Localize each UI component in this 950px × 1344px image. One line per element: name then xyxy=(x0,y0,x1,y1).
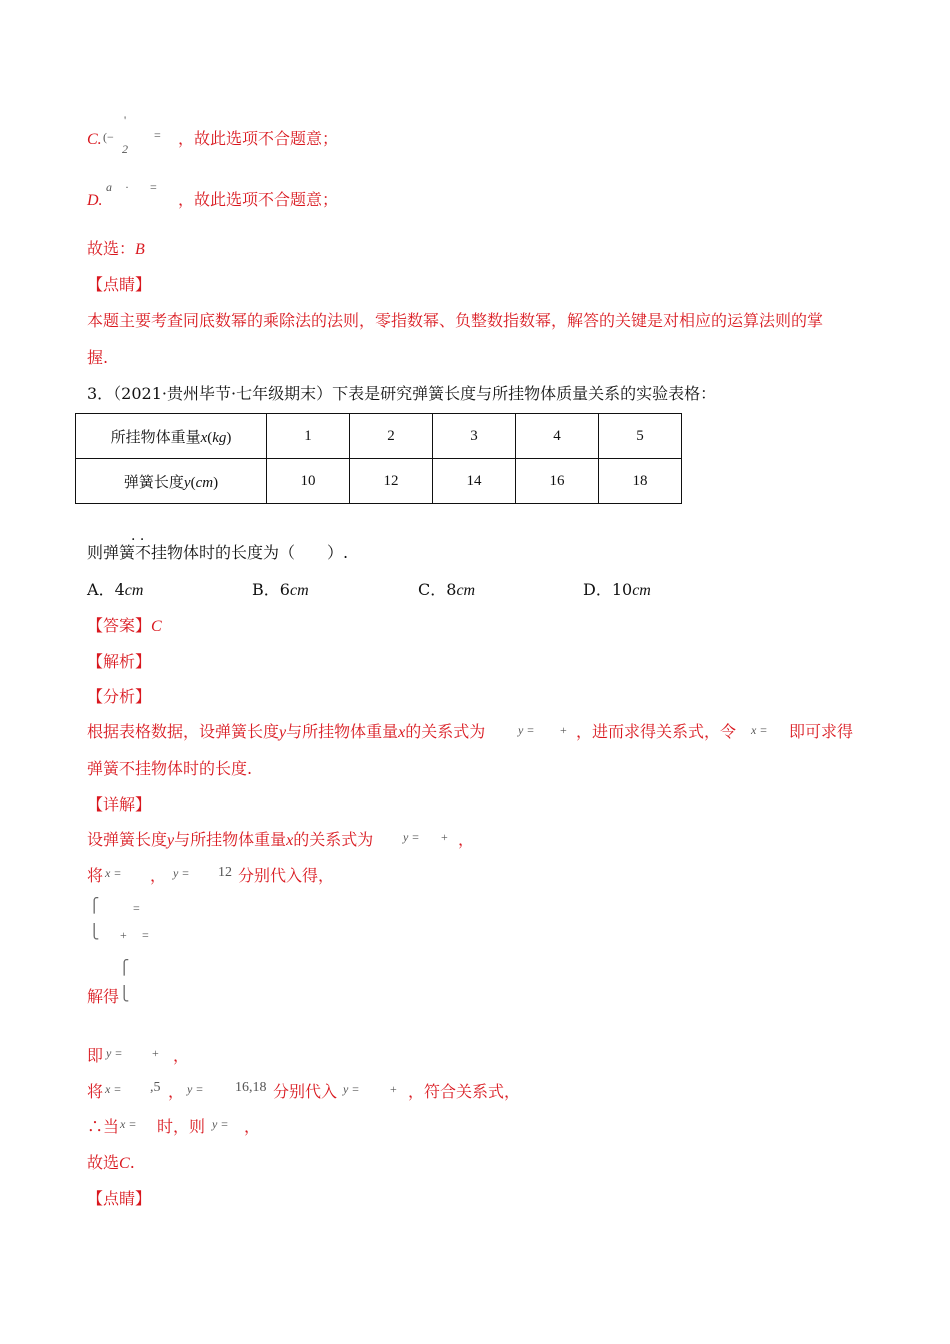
solve-brace-bottom: ⎩ xyxy=(119,986,130,1002)
detail-check: 将 xyxy=(87,1082,104,1101)
choice-unit: cm xyxy=(124,582,144,599)
solution-line-1 xyxy=(87,238,145,261)
ask-part-a: 则弹簧 xyxy=(87,543,136,562)
length-var: y xyxy=(183,474,191,491)
choice-value: 8 xyxy=(446,580,457,599)
detail-solve-label: 解得 xyxy=(87,987,120,1006)
detail-when-c: ， xyxy=(244,1117,261,1136)
choice-unit: cm xyxy=(632,582,651,599)
option-c-line xyxy=(87,128,102,151)
table-cell: 10 xyxy=(267,459,350,504)
detail-sub-sep: ， xyxy=(150,866,167,885)
choice-c: C．8cm xyxy=(418,580,476,599)
detail-formula-yeq: y = xyxy=(403,830,420,844)
option-c-label: C. xyxy=(87,131,102,148)
detail-when-b: 时，则 xyxy=(157,1117,206,1136)
detail-when: ∴当 xyxy=(87,1117,120,1136)
option-c-formula-two: 2 xyxy=(122,142,128,156)
option-d-formula-eq: = xyxy=(150,180,157,194)
option-d-label: D. xyxy=(87,192,103,209)
detail-text: 设弹簧长度 xyxy=(87,830,168,849)
choice-value: 10 xyxy=(611,580,633,599)
ask-part-b: 物体时的长度为（ ）. xyxy=(167,543,349,562)
analysis-text: 与所挂物体重量 xyxy=(286,722,399,741)
jiexi-heading: 【解析】 xyxy=(87,652,152,671)
final-suffix: . xyxy=(129,1153,135,1172)
choice-d: D．10cm xyxy=(583,580,651,599)
choice-a: A．4cm xyxy=(87,580,144,599)
fenxi-heading: 【分析】 xyxy=(87,687,152,706)
table-cell: 2 xyxy=(350,414,433,459)
detail-sub-tail: 分别代入得， xyxy=(238,866,335,885)
table-row xyxy=(76,459,682,504)
analysis-var-y: y xyxy=(279,724,287,741)
detail-sub-yeq: y = xyxy=(173,866,190,880)
solution-answer: B xyxy=(135,241,145,258)
analysis-var-x: x xyxy=(398,724,406,741)
answer-value: C xyxy=(151,618,162,635)
detail-check-nums2: 16,18 xyxy=(235,1080,267,1095)
detail-ji: 即 xyxy=(87,1046,104,1065)
choice-value: 4 xyxy=(114,580,125,599)
option-d-tail: ，故此选项不合题意； xyxy=(178,190,339,209)
option-c-formula-tick: ' xyxy=(124,113,127,127)
system-brace-top: ⎧ xyxy=(89,898,100,914)
table-cell: 16 xyxy=(516,459,599,504)
table-cell: 4 xyxy=(516,414,599,459)
detail-check-yeq: y = xyxy=(187,1082,204,1096)
table-header-weight: 所挂物体重量x(kg) xyxy=(76,414,267,459)
analysis-formula-yeq: y = xyxy=(518,723,535,737)
final-answer: C xyxy=(119,1155,130,1172)
dianjing-heading-2: 【点睛】 xyxy=(87,1189,152,1208)
detail-var-x: x xyxy=(286,832,294,849)
system-brace-bottom: ⎩ xyxy=(89,924,100,940)
table-cell: 18 xyxy=(599,459,682,504)
choice-letter: D xyxy=(583,580,596,599)
detail-check-sep: ， xyxy=(168,1082,185,1101)
choice-unit: cm xyxy=(289,582,309,599)
question-3-stem: 3．（2021·贵州毕节·七年级期末）下表是研究弹簧长度与所挂物体质量关系的实验表格： xyxy=(87,384,717,403)
weight-label: 所挂物体重量 xyxy=(110,429,201,446)
analysis-formula-plus: + xyxy=(560,723,567,737)
detail-check-formula-plus: + xyxy=(390,1082,397,1096)
detail-set-tail: ， xyxy=(458,830,475,849)
detail-when-yeq: y = xyxy=(212,1117,229,1131)
system-eq-1: = xyxy=(133,901,140,915)
table-cell: 1 xyxy=(267,414,350,459)
option-d-line xyxy=(87,189,103,212)
analysis-formula-xeq: x = xyxy=(751,723,768,737)
detail-check-nums1: ,5 xyxy=(150,1080,161,1095)
table-cell: 3 xyxy=(433,414,516,459)
table-cell: 12 xyxy=(350,459,433,504)
table-cell: 5 xyxy=(599,414,682,459)
question-3-ask xyxy=(87,542,348,564)
table-row xyxy=(76,414,682,459)
option-d-formula-a: a xyxy=(106,180,112,194)
detail-sub-num: 12 xyxy=(218,865,232,880)
option-c-formula-eq: = xyxy=(154,128,161,142)
detail-ji-plus: + xyxy=(152,1046,159,1060)
detail-sub-xeq: x = xyxy=(105,866,122,880)
option-d-formula-dot: · xyxy=(125,180,129,194)
length-label: 弹簧长度 xyxy=(123,474,184,491)
choice-letter: B xyxy=(252,580,264,599)
choice-value: 6 xyxy=(279,580,290,599)
system-plus-2: + xyxy=(120,928,127,942)
detail-text: 的关系式为 xyxy=(293,830,374,849)
choice-letter: C xyxy=(418,580,431,599)
analysis-line-1 xyxy=(87,721,485,744)
detail-check-formula-yeq: y = xyxy=(343,1082,360,1096)
weight-var: x xyxy=(200,429,208,446)
analysis-text: 根据表格数据，设弹簧长度 xyxy=(87,722,280,741)
analysis-text-e: 即可求得 xyxy=(789,722,854,741)
ask-emphasis: · · 不挂 xyxy=(135,542,167,564)
solve-brace-top: ⎧ xyxy=(119,960,130,976)
length-unit: cm xyxy=(195,474,214,491)
final-prefix: 故选 xyxy=(87,1153,120,1172)
final-answer-line xyxy=(87,1152,135,1175)
detail-formula-plus: + xyxy=(441,830,448,844)
analysis-line-2: 弹簧不挂物体时的长度. xyxy=(87,759,253,778)
solution-prefix: 故选： xyxy=(87,239,136,258)
detail-check-b: 分别代入 xyxy=(273,1082,338,1101)
option-c-formula-paren: (− xyxy=(103,130,114,144)
option-c-tail: ，故此选项不合题意； xyxy=(178,129,339,148)
answer-line xyxy=(87,615,162,638)
choice-letter: A xyxy=(87,580,99,599)
detail-check-c: ，符合关系式， xyxy=(408,1082,521,1101)
xiangjie-heading: 【详解】 xyxy=(87,795,152,814)
analysis-text-d: ，进而求得关系式，令 xyxy=(576,722,737,741)
table-header-length: 弹簧长度y(cm) xyxy=(76,459,267,504)
detail-ji-tail: ， xyxy=(173,1046,190,1065)
detail-sub-line: 将 xyxy=(87,866,104,885)
detail-var-y: y xyxy=(167,832,175,849)
detail-check-xeq: x = xyxy=(105,1082,122,1096)
detail-text: 与所挂物体重量 xyxy=(174,830,287,849)
table-cell: 14 xyxy=(433,459,516,504)
choice-unit: cm xyxy=(456,582,476,599)
detail-when-xeq: x = xyxy=(120,1117,137,1131)
dianjing-heading-1: 【点睛】 xyxy=(87,275,152,294)
weight-unit: kg xyxy=(212,429,227,446)
detail-ji-yeq: y = xyxy=(106,1046,123,1060)
summary-line-1: 本题主要考查同底数幂的乘除法的法则，零指数幂、负整数指数幂，解答的关键是对相应的运算法则的掌 xyxy=(87,311,824,330)
experiment-table xyxy=(75,413,682,504)
answer-label: 【答案】 xyxy=(87,616,152,635)
analysis-text: 的关系式为 xyxy=(405,722,486,741)
choice-b: B．6cm xyxy=(252,580,309,599)
system-eq-2: = xyxy=(142,928,149,942)
detail-set-line xyxy=(87,829,373,852)
summary-line-2: 握. xyxy=(87,348,109,367)
